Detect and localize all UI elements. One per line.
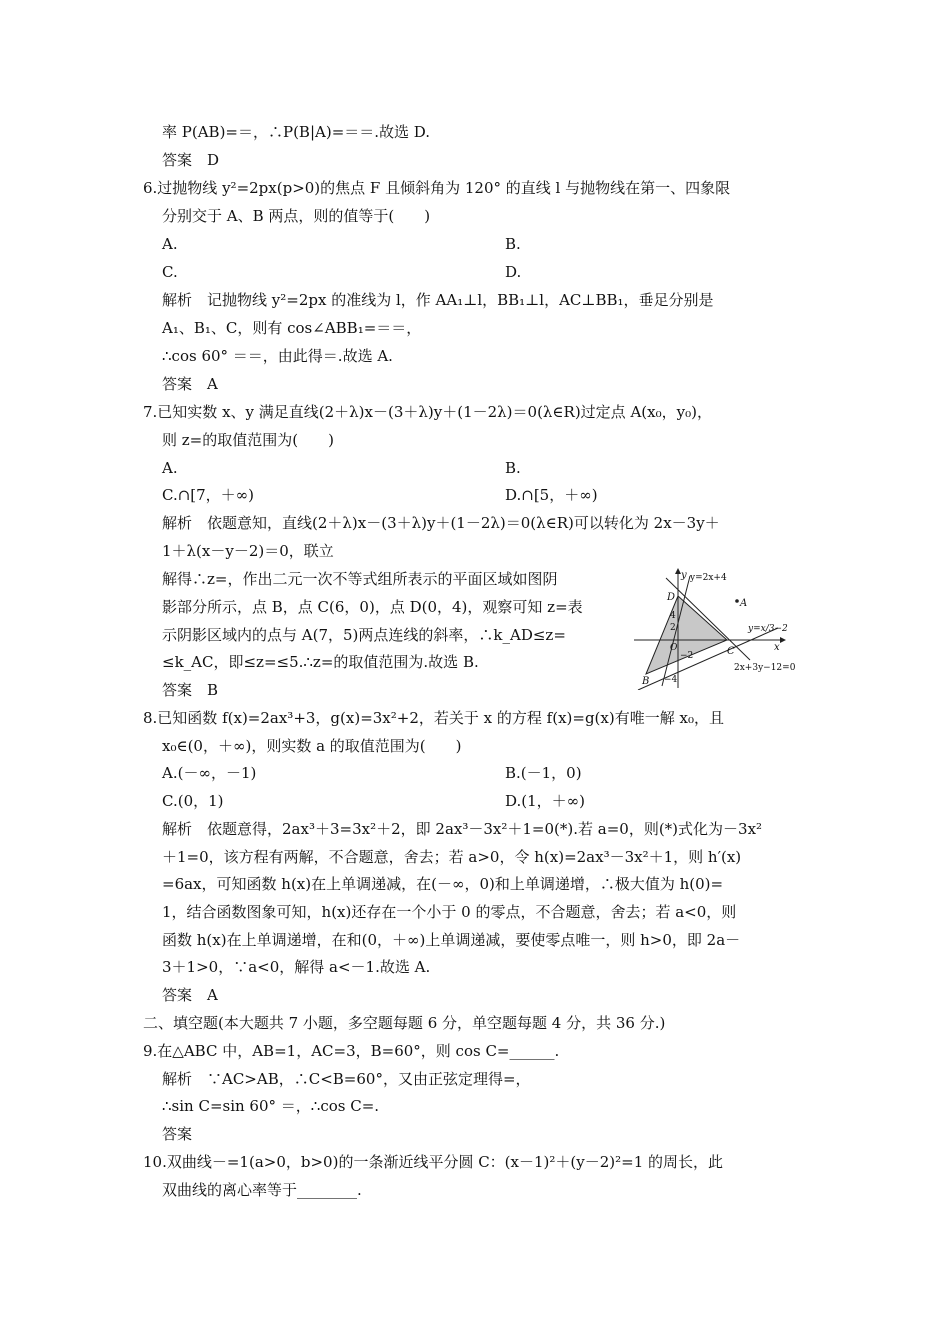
shaded-region xyxy=(646,596,727,674)
text-line: x₀∈(0，＋∞)，则实数 a 的取值范围为( ) xyxy=(162,737,462,755)
text-line: 影部分所示，点 B，点 C(6，0)，点 D(0，4)，观察可知 z=表 xyxy=(162,598,583,616)
text-line: A₁、B₁、C，则有 cos∠ABB₁=＝＝， xyxy=(162,319,422,337)
label-d: D xyxy=(667,592,676,603)
label-2: 2 xyxy=(670,623,676,633)
text-line: 分别交于 A、B 两点，则的值等于( ) xyxy=(162,207,431,225)
option-b: B. xyxy=(505,459,521,477)
text-line: 则 z=的取值范围为( ) xyxy=(162,431,334,449)
analysis-line: 解析 依题意知，直线(2＋λ)x－(3＋λ)y＋(1－2λ)＝0(λ∈R)可以转化为 2x－3y＋ xyxy=(162,514,720,532)
option-b: B. xyxy=(505,235,521,253)
option-c: C.∩[7，＋∞) xyxy=(162,486,255,504)
analysis-line: 解析 ∵AC>AB，∴C<B=60°，又由正弦定理得=， xyxy=(162,1070,531,1088)
label-line-2x3y: 2x+3y−12=0 xyxy=(734,663,796,673)
analysis-line: 解析 记抛物线 y²=2px 的准线为 l，作 AA₁⊥l，BB₁⊥l，AC⊥BB₁，垂足分别是 xyxy=(162,291,714,309)
answer-line: 答案 D xyxy=(162,151,220,169)
option-c: C. xyxy=(162,263,178,281)
text-line: 3＋1>0，∵a<0，解得 a<－1.故选 A. xyxy=(162,958,431,976)
question-10: 10.双曲线－=1(a>0，b>0)的一条渐近线平分圆 C：(x－1)²＋(y－2)²=1 的周长，此 xyxy=(143,1153,724,1171)
text-line: 解得∴z=，作出二元一次不等式组所表示的平面区域如图阴 xyxy=(162,570,558,588)
label-x: x xyxy=(774,642,780,653)
point-a xyxy=(735,599,739,603)
option-d: D.(1，＋∞) xyxy=(505,792,586,810)
analysis-line: 解析 依题意得，2ax³＋3=3x²＋2，即 2ax³－3x²＋1=0(*).若 a=0，则(*)式化为－3x² xyxy=(162,820,763,838)
text-line: 函数 h(x)在上单调递增，在和(0，＋∞)上单调递减，要使零点唯一，则 h>0，即 2a－ xyxy=(162,931,741,949)
option-d: D.∩[5，＋∞) xyxy=(505,486,598,504)
label-b: B xyxy=(642,676,650,687)
label-y: y xyxy=(681,570,687,581)
text-line: ∴cos 60° ＝＝，由此得＝.故选 A. xyxy=(162,347,393,365)
text-line: 双曲线的离心率等于________. xyxy=(162,1181,362,1199)
text-line: ∴sin C=sin 60° ＝，∴cos C=. xyxy=(162,1097,380,1115)
question-8: 8.已知函数 f(x)=2ax³+3，g(x)=3x²+2，若关于 x 的方程 f(x)=g(x)有唯一解 x₀，且 xyxy=(143,709,724,727)
option-b: B.(－1，0) xyxy=(505,764,582,782)
label-neg4: −4 xyxy=(664,675,678,685)
option-a: A. xyxy=(162,235,178,253)
text-line: 示阴影区域内的点与 A(7，5)两点连线的斜率，∴k_AD≤z= xyxy=(162,626,566,644)
question-7: 7.已知实数 x、y 满足直线(2＋λ)x－(3＋λ)y＋(1－2λ)＝0(λ∈R)过定点 A(x₀，y₀)， xyxy=(143,403,712,421)
question-6: 6.过抛物线 y²=2px(p>0)的焦点 F 且倾斜角为 120° 的直线 l 与抛物线在第一、四象限 xyxy=(143,179,731,197)
region-figure xyxy=(628,566,818,690)
text-line: ≤k_AC，即≤z=≤5.∴z=的取值范围为.故选 B. xyxy=(162,653,479,671)
option-a: A. xyxy=(162,459,178,477)
option-a: A.(－∞，－1) xyxy=(162,764,257,782)
answer-line: 答案 xyxy=(162,1125,193,1143)
label-line-2x4: y=2x+4 xyxy=(690,573,727,583)
label-line-x3: y=x/3−2 xyxy=(748,624,788,634)
label-4: 4 xyxy=(670,611,676,621)
label-a: A xyxy=(740,598,748,609)
text-line: 1，结合函数图象可知，h(x)还存在一个小于 0 的零点，不合题意，舍去；若 a<0，则 xyxy=(162,903,737,921)
answer-line: 答案 A xyxy=(162,375,218,393)
question-9: 9.在△ABC 中，AB=1，AC=3，B=60°，则 cos C=______. xyxy=(143,1042,560,1060)
text-line: 率 P(AB)=＝，∴P(B|A)=＝＝.故选 D. xyxy=(162,123,431,141)
section-heading: 二、填空题(本大题共 7 小题，多空题每题 6 分，单空题每题 4 分，共 36 分.) xyxy=(143,1014,666,1032)
label-c: C xyxy=(727,646,735,657)
x-axis-arrow xyxy=(780,637,786,643)
answer-line: 答案 B xyxy=(162,681,219,699)
text-line: 1＋λ(x－y－2)＝0，联立 xyxy=(162,542,334,560)
label-o: O xyxy=(670,643,678,653)
text-line: =6ax，可知函数 h(x)在上单调递减，在(－∞，0)和上单调递增，∴极大值为 h(0)= xyxy=(162,875,724,893)
text-line: ＋1=0，该方程有两解，不合题意，舍去；若 a>0，令 h(x)=2ax³－3x²＋1，则 h′(x) xyxy=(162,848,742,866)
option-d: D. xyxy=(505,263,522,281)
label-neg2: −2 xyxy=(680,651,694,661)
option-c: C.(0，1) xyxy=(162,792,224,810)
answer-line: 答案 A xyxy=(162,986,218,1004)
